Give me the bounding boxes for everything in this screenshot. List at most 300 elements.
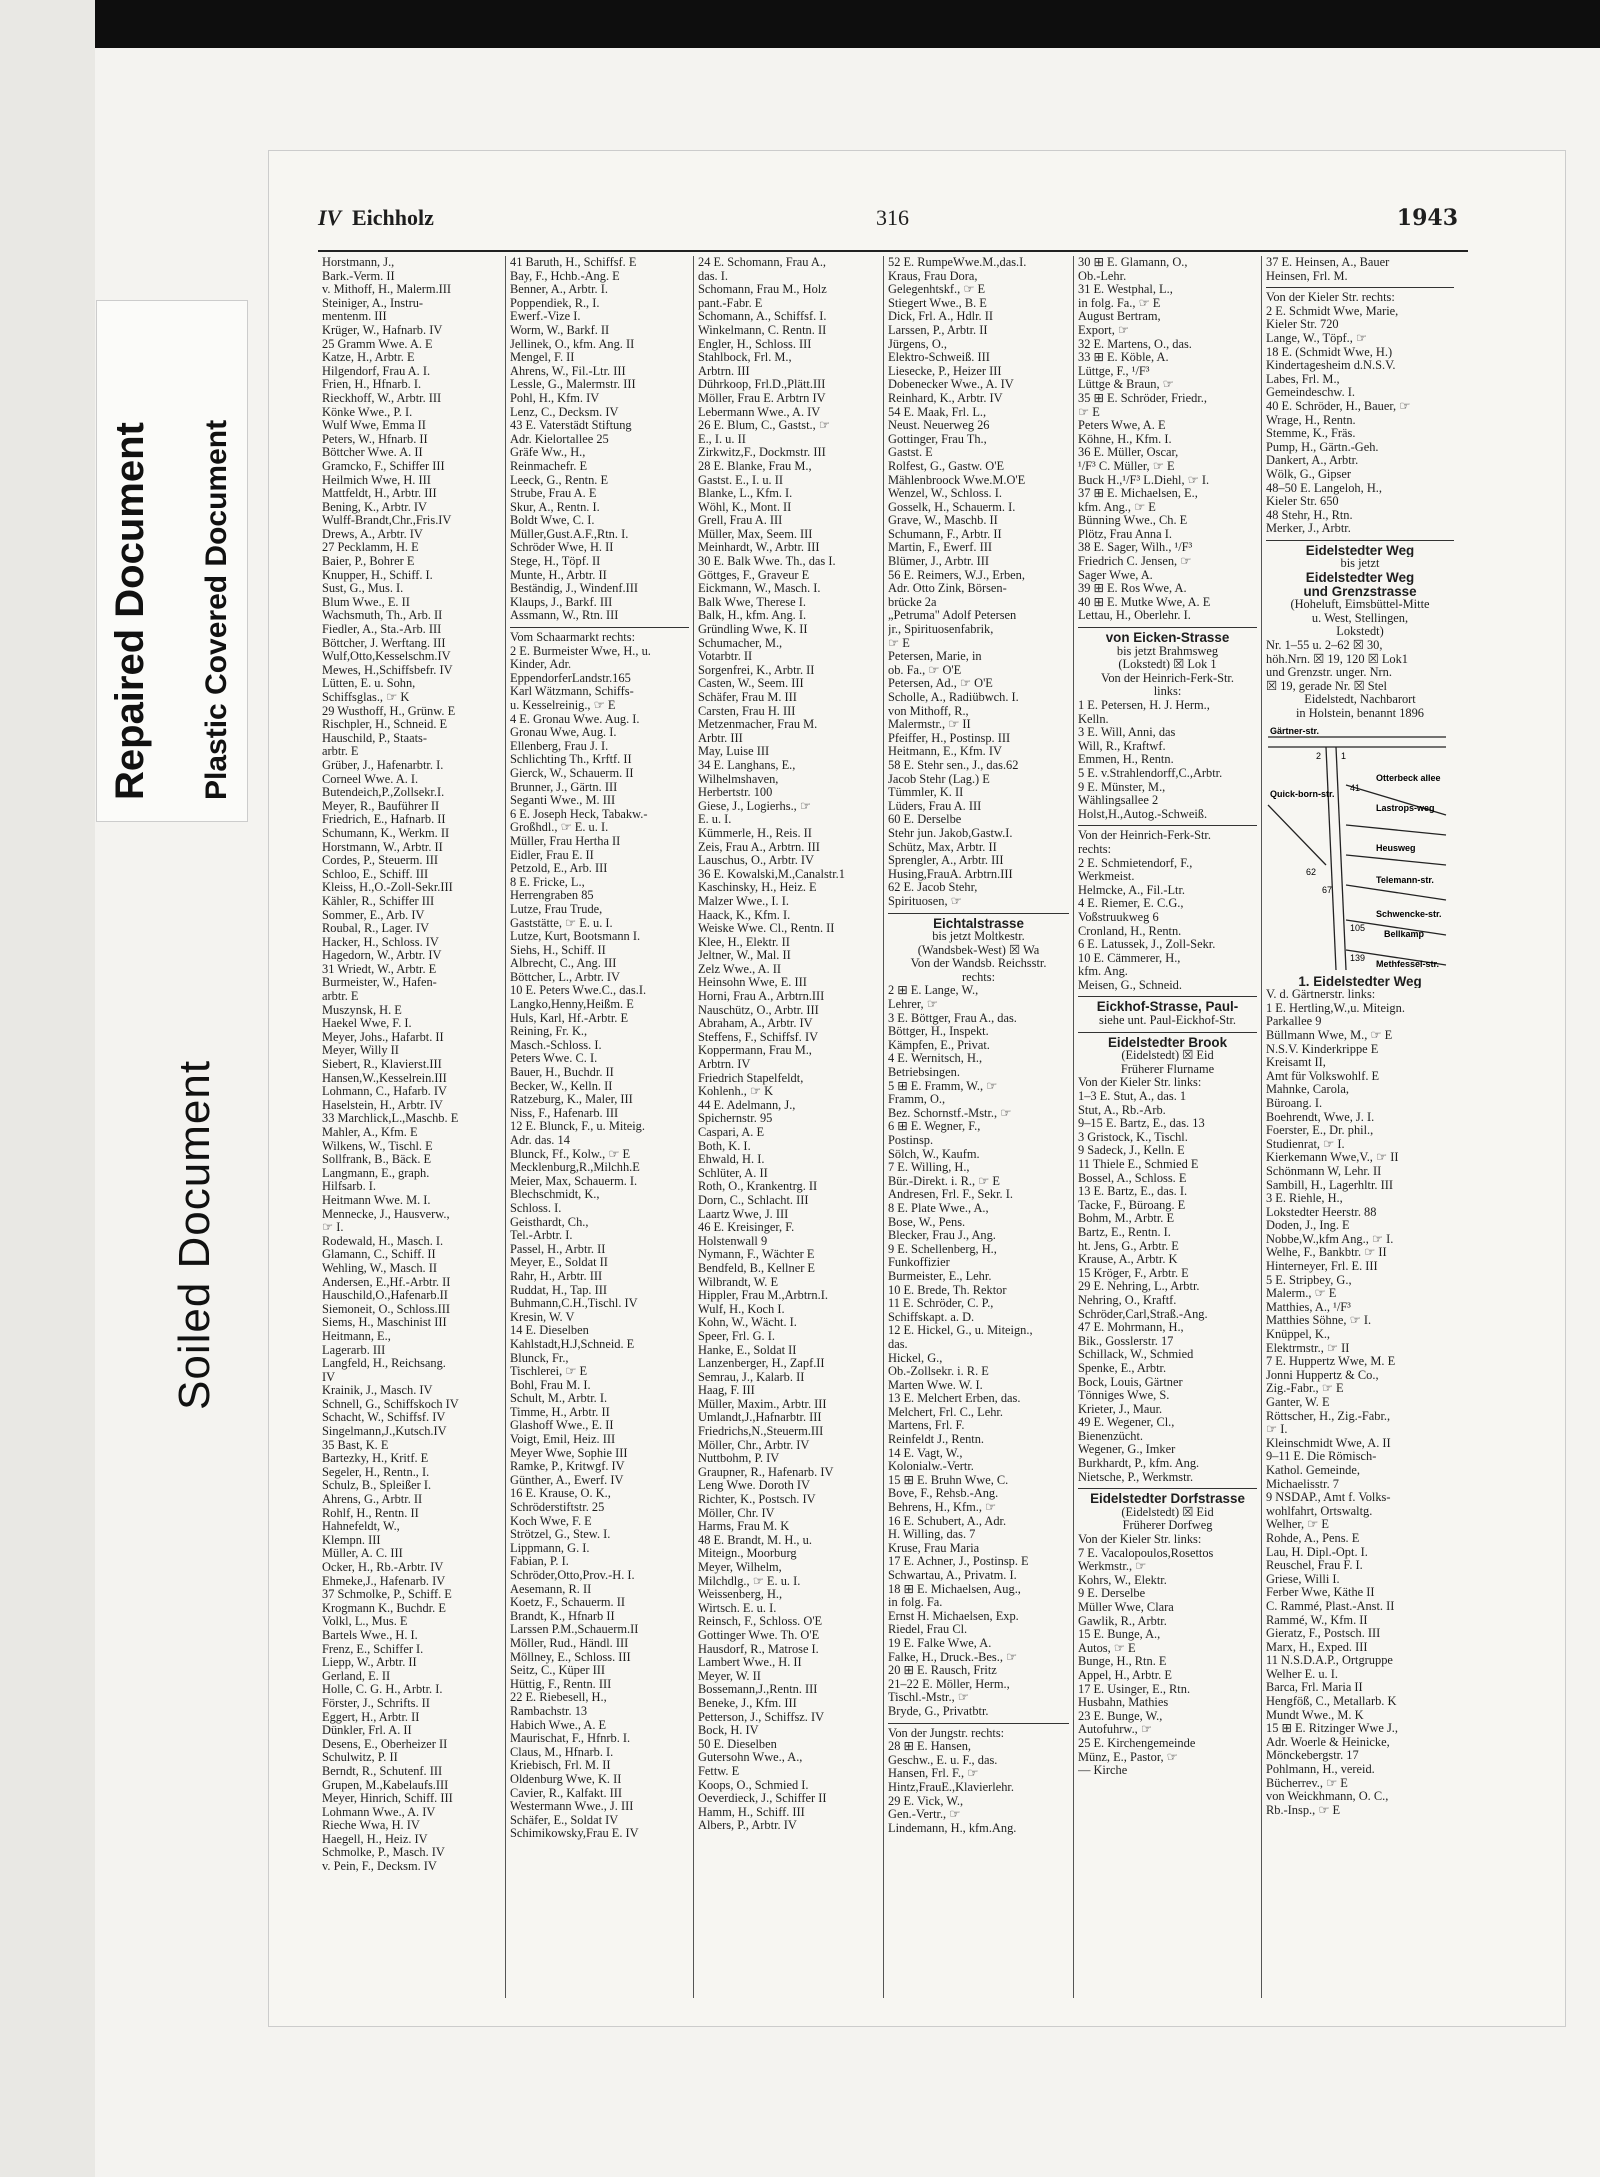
street-heading: Eidelstedter Dorfstrasse [1090,1492,1245,1506]
directory-entry: Strube, Frau A. E [510,487,597,501]
directory-entry: Rolfest, G., Gastw. O'E [888,459,1005,473]
directory-entry: Früherer Flurname [1120,1062,1215,1076]
directory-entry: das. [888,1337,908,1351]
directory-entry: 10 E. Cämmerer, H., [1078,951,1181,965]
directory-entry: 3 Gristock, K., Tischl. [1078,1130,1188,1144]
directory-entry: Malzer Wwe., I. I. [698,894,789,908]
directory-entry: Knüppel, K., [1266,1328,1331,1342]
directory-entry: Haselstein, H., Arbtr. IV [322,1098,443,1112]
street-heading: Eichtalstrasse [933,916,1024,931]
directory-entry: Vom Schaarmarkt rechts: [510,631,636,645]
directory-entry: Koops, O., Schmied I. [698,1778,809,1792]
directory-entry: Friedrich Stapelfeldt, [698,1071,804,1085]
directory-entry: 12 E. Blunck, F., u. Miteig. [510,1120,645,1134]
directory-entry: Klaups, J., Barkf. III [510,595,613,609]
directory-entry: Büllmann Wwe, M., ☞ E [1266,1028,1393,1042]
directory-entry: Blunck, Fr., [510,1351,569,1365]
directory-entry: Scholle, A., Radiübwch. I. [888,691,1019,704]
directory-entry: Export, ☞ [1078,323,1130,337]
directory-entry: Schomann, Frau M., Holz [698,283,827,297]
directory-entry: Will, R., Kraftwf. [1078,739,1166,753]
directory-entry: Kruse, Frau Maria [888,1541,980,1555]
directory-entry: Horstmann, W., Arbtr. II [322,840,443,854]
directory-entry: Siems, H., Maschinist III [322,1316,447,1330]
directory-entry: Gronau Wwe, Aug. I. [510,726,617,740]
directory-entry: Lohmann Wwe., A. IV [322,1805,436,1819]
directory-entry: Ferber Wwe, Käthe II [1266,1586,1375,1600]
directory-entry: Pump, H., Gärtn.-Geh. [1266,440,1379,454]
directory-entry: Schimikowsky,Frau E. IV [510,1827,639,1841]
directory-entry: Ganter, W. E [1266,1396,1330,1409]
directory-entry: Bez. Schornstf.-Mstr., ☞ [888,1106,1012,1120]
directory-entry: Neust. Neuerweg 26 [888,419,990,433]
directory-entry: Segeler, H., Rentn., I. [322,1465,430,1479]
directory-entry: Doden, J., Ing. E [1266,1219,1350,1233]
directory-entry: Metzenmacher, Frau M. [698,718,818,732]
directory-entry: mentenm. III [322,310,387,324]
directory-entry: Lüttge, F., ¹/F³ [1078,364,1150,378]
directory-entry: Bryde, G., Privatbtr. [888,1704,989,1718]
directory-entry: und Grenzstr. unger. Nrn. [1266,666,1392,680]
directory-entry: 37 E. Heinsen, A., Bauer [1266,256,1390,269]
directory-entry: ¹/F³ C. Müller, ☞ E [1078,459,1175,473]
directory-entry: Von der Heinrich-Ferk-Str. [1078,829,1211,843]
directory-entry: C. Rammé, Plast.-Anst. II [1266,1599,1395,1613]
directory-entry: Lanzenberger, H., Zapf.II [698,1357,825,1371]
directory-entry: 54 E. Maak, Frl. L., [888,405,987,419]
directory-entry: Lüttge & Braun, ☞ [1078,378,1174,392]
directory-entry: Melchert, Frl. C., Lehr. [888,1405,1003,1419]
directory-entry: Falke, H., Druck.-Bes., ☞ [888,1650,1018,1664]
directory-entry: 4 E. Wernitsch, H., [888,1052,983,1066]
directory-entry: Both, K. I. [698,1139,751,1153]
directory-entry: Klee, H., Elektr. II [698,935,790,949]
directory-entry: Griese, Willi I. [1266,1572,1340,1586]
directory-entry: Hanke, E., Soldat II [698,1343,797,1357]
directory-entry: Möller, Rud., Händl. III [510,1636,629,1650]
directory-entry: Kelln. [1078,712,1109,726]
directory-entry: Matthies, A., ¹/F³ [1266,1300,1351,1314]
directory-entry: Elektro-Schweiß. III [888,351,990,365]
directory-entry: ☞ I. [322,1221,344,1235]
directory-entry: Burmeister, E., Lehr. [888,1269,992,1283]
directory-entry: Adr. das. 14 [510,1134,570,1147]
directory-entry: Lauschus, O., Arbtr. IV [698,854,814,868]
directory-entry: Langmann, E., graph. [322,1166,430,1180]
directory-entry: H. Willing, das. 7 [888,1528,976,1542]
directory-entry: Wöhl, K., Mont. II [698,500,792,514]
directory-entry: Schlüter, A. II [698,1166,768,1180]
directory-entry: Bohm, M., Arbtr. E [1078,1212,1175,1226]
directory-entry: Baier, P., Bohrer E [322,555,415,569]
directory-entry: Claus, M., Hfnarb. I. [510,1745,614,1759]
directory-entry: Habich Wwe., A. E [510,1718,607,1732]
directory-entry: 46 E. Kreisinger, F. [698,1221,795,1235]
directory-entry: Schloss. I. [510,1201,562,1215]
directory-entry: Wachsmuth, Th., Arb. II [322,609,443,623]
directory-entry: 2 ⊞ E. Lange, W., [888,984,979,998]
directory-entry: Werkmstr., ☞ [1078,1560,1147,1574]
directory-entry: 56 E. Reimers, W.J., Erben, [888,568,1025,582]
directory-entry: 17 E. Usinger, E., Rtn. [1078,1682,1191,1696]
map-street-label: Quick-born-str. [1270,788,1335,799]
directory-entry: Reinsch, F., Schloss. O'E [698,1615,823,1629]
directory-entry: Friedrich C. Jensen, ☞ [1078,555,1192,569]
directory-entry: Heitmann Wwe. M. I. [322,1193,431,1207]
directory-entry: Knupper, H., Schiff. I. [322,568,433,582]
directory-entry: Larssen P.M.,Schauerm.II [510,1623,639,1637]
directory-entry: Haag, F. III [698,1384,755,1398]
directory-entry: Großhdl., ☞ E. u. I. [510,821,609,835]
directory-entry: 47 E. Mohrmann, H., [1078,1321,1184,1335]
directory-entry: Koppermann, Frau M., [698,1044,812,1058]
directory-entry: Sust, G., Mus. I. [322,582,404,596]
directory-entry: Büroang. I. [1266,1096,1323,1110]
directory-entry: Martin, F., Ewerf. III [888,541,992,555]
directory-entry: Rambachstr. 13 [510,1704,588,1718]
directory-entry: siehe unt. Paul-Eickhof-Str. [1099,1014,1236,1028]
directory-entry: Mennecke, J., Hausverw., [322,1207,450,1221]
directory-entry: Ratzeburg, K., Maler, III [510,1093,633,1107]
directory-entry: Ob.-Zollsekr. i. R. E [888,1365,989,1379]
directory-entry: rechts: [1078,842,1112,856]
directory-entry: Koetz, F., Schauerm. II [510,1596,625,1610]
directory-entry: Heilmich Wwe, H. III [322,473,431,487]
directory-entry: Beständig, J., Windenf.III [510,582,638,596]
directory-entry: Adr. Kielortallee 25 [510,432,609,446]
directory-entry: Hinterneyer, Frl. E. III [1266,1260,1378,1274]
directory-entry: Förster, J., Schrifts. II [322,1696,430,1710]
directory-entry: Möller, Frau E. Arbtrn IV [698,391,826,405]
directory-entry: Glamann, C., Schiff. II [322,1248,436,1262]
directory-entry: — Kirche [1078,1764,1128,1778]
directory-entry: Umlandt,J.,Hafnarbtr. III [698,1411,822,1425]
directory-entry: Wilhelmshaven, [698,772,779,786]
directory-entry: Sager Wwe, A. [1078,568,1153,582]
directory-entry: Meyer, Hinrich, Schiff. III [322,1792,453,1806]
street-heading: und Grenzstrasse [1303,584,1417,599]
directory-entry: Amt für Volkswohlf. E [1266,1069,1380,1083]
directory-entry: Westermann Wwe., J. III [510,1800,634,1814]
directory-entry: Lokstedt) [1336,625,1384,639]
directory-entry: Roubal, R., Lager. IV [322,922,430,936]
directory-entry: Gierck, W., Schauerm. II [510,766,634,780]
directory-entry: Haack, K., Kfm. I. [698,908,791,922]
directory-entry: 29 Wusthoff, H., Grünw. E [322,704,456,718]
directory-entry: Ernst H. Michaelsen, Exp. [888,1609,1019,1623]
directory-entry: Gottinger Wwe. Th. O'E [698,1628,820,1642]
directory-entry: Bunge, H., Rtn. E [1078,1655,1167,1669]
directory-entry: 10 E. Brede, Th. Rektor [888,1283,1007,1297]
map-street-line [1336,747,1346,970]
directory-entry: 9–11 E. Die Römisch- [1266,1450,1377,1464]
directory-entry: Cordes, P., Steuerm. III [322,854,438,868]
directory-entry: Blum Wwe., E. II [322,595,410,609]
directory-entry: Haekel Wwe, F. I. [322,1017,412,1031]
directory-entry: 60 E. Derselbe [888,813,962,827]
directory-entry: Malerm., ☞ E [1266,1287,1337,1301]
directory-entry: Kieler Str. 650 [1266,495,1339,509]
directory-entry: Rahr, H., Arbtr. III [510,1269,603,1283]
directory-entry: Brandt, K., Hfnarb II [510,1609,615,1623]
directory-entry: Voigt, Emil, Heiz. III [510,1433,616,1447]
directory-entry: Ocker, H., Rb.-Arbtr. IV [322,1561,444,1574]
directory-entry: 26 E. Blum, C., Gastst., ☞ [698,419,830,433]
directory-entry: Lettau, H., Oberlehr. I. [1078,609,1191,623]
directory-entry: Spenke, E., Arbtr. [1078,1361,1167,1375]
map-street-line [1346,855,1446,865]
directory-entry: von Mithoff, R., [888,704,969,718]
directory-entry: 2 E. Schmietendorf, F., [1078,856,1193,870]
directory-entry: Blümer, J., Arbtr. III [888,555,990,569]
directory-entry: Bay, F., Hchb.-Ang. E [510,269,620,283]
directory-entry: Blechschmidt, K., [510,1188,600,1202]
directory-entry: v. Pein, F., Decksm. IV [322,1860,437,1874]
directory-entry: 6 E. Joseph Heck, Tabakw.- [510,807,648,821]
directory-entry: Bünning Wwe., Ch. E [1078,514,1188,528]
directory-entry: Frenz, E., Schiffer I. [322,1642,424,1656]
directory-entry: Buck H.,¹/F³ L.Diehl, ☞ I. [1078,473,1210,487]
directory-entry: Schwartau, A., Privatm. I. [888,1569,1017,1582]
directory-entry: Jürgens, O., [888,337,947,351]
directory-entry: 3 E. Böttger, Frau A., das. [888,1011,1017,1025]
directory-entry: Göttges, F., Graveur E [698,568,810,582]
directory-entry: Lohmann, C., Hafarb. IV [322,1085,447,1099]
directory-entry: Steffens, F., Schiffsf. IV [698,1030,819,1044]
directory-entry: Bossemann,J.,Rentn. III [698,1683,818,1697]
directory-column-1 [318,256,506,1998]
directory-entry: Balk, H., kfm. Ang. I. [698,609,807,623]
directory-entry: Lutze, Frau Trude, [510,902,603,916]
directory-entry: 17 E. Achner, J., Postinsp. E [888,1555,1029,1569]
directory-entry: Von der Kieler Str. links: [1078,1533,1202,1547]
directory-entry: Rieche Wwa, H. IV [322,1819,420,1833]
directory-entry: Schumann, F., Arbtr. II [888,527,1002,541]
directory-entry: Lau, H. Dipl.-Opt. I. [1266,1545,1368,1559]
directory-entry: 35 Bast, K. E [322,1438,389,1452]
directory-entry: Arbtrn. III [698,364,750,378]
directory-entry: Sollfrank, B., Bäck. E [322,1153,432,1167]
directory-entry: 34 E. Langhans, E., [698,758,796,772]
directory-entry: Welher E. u. I. [1266,1667,1338,1681]
directory-entry: Meyer, R., Bauführer II [322,799,440,813]
directory-entry: Schmolke, P., Masch. IV [322,1846,445,1860]
directory-entry: Gemeindeschw. I. [1266,386,1355,400]
directory-entry: Lokstedter Heerstr. 88 [1266,1205,1377,1219]
directory-entry: 7 E. Willing, H., [888,1161,970,1175]
directory-entry: Ruddat, H., Tap. III [510,1283,607,1297]
street-heading: Eidelstedter Brook [1107,1035,1228,1050]
directory-entry: Spichernstr. 95 [698,1112,773,1126]
directory-entry: Spirituosen, ☞ [888,894,962,908]
directory-entry: N.S.V. Kinderkrippe E [1266,1042,1379,1056]
directory-entry: (Eidelstedt) ☒ Eid [1121,1049,1214,1063]
directory-entry: Gastst. E [888,446,933,460]
running-street-title: Eichholz [352,205,434,230]
directory-entry: Cavier, R., Kalfakt. III [510,1786,623,1800]
street-map-sketch [1266,725,1454,975]
directory-entry: Miteign., Moorburg [698,1547,797,1561]
directory-entry: ☞ E [888,636,910,650]
directory-entry: 5 E. Stripbey, G., [1266,1273,1352,1287]
directory-entry: Kohlenh., ☞ K [698,1085,774,1099]
directory-entry: Malermstr., ☞ II [888,718,971,732]
directory-entry: 11 Thiele E., Schmied E [1078,1158,1199,1171]
directory-entry: Arbtrn. IV [698,1058,751,1072]
directory-entry: Poppendiek, R., I. [510,296,600,310]
directory-entry: Von der Kieler Str. links: [1078,1076,1202,1090]
directory-entry: Tischl.-Mstr., ☞ [888,1691,969,1705]
directory-entry: 48 Stehr, H., Rtn. [1266,508,1353,522]
directory-entry: in folg. Fa. [888,1596,943,1610]
directory-entry: Fiedler, A., Sta.-Arb. III [322,623,442,637]
directory-entry: Harms, Frau M. K [698,1520,790,1534]
directory-entry: Gastst. E., I. u. II [698,473,783,487]
directory-entry: Rb.-Insp., ☞ E [1266,1803,1341,1817]
directory-entry: Voßstruukweg 6 [1078,910,1159,924]
street-heading: Eidelstedter Weg [1305,543,1415,558]
directory-entry: Studienrat, ☞ I. [1266,1137,1345,1151]
directory-entry: V. d. Gärtnerstr. links: [1266,988,1376,1002]
map-street-line [1268,805,1326,865]
directory-entry: Werkmeist. [1078,870,1135,884]
directory-entry: Petzold, E., Arb. III [510,862,608,876]
directory-entry: Krüger, W., Hafnarb. IV [322,323,443,337]
street-heading: 1. Eidelstedter Weg [1298,974,1422,989]
directory-entry: Matthies Söhne, ☞ I. [1266,1314,1372,1328]
directory-entry: Nauschütz, O., Arbtr. III [698,1003,819,1017]
directory-entry: Wulff-Brandt,Chr.,Fris.IV [322,514,452,528]
directory-entry: Meyer, Johs., Hafarbt. II [322,1030,444,1044]
directory-entry: arbtr. E [322,745,359,759]
directory-column-6 [1262,256,1458,1998]
directory-entry: Berndt, R., Schutenf. III [322,1764,443,1778]
directory-entry: 2 E. Burmeister Wwe, H., u. [510,644,651,658]
directory-entry: Bock, H. IV [698,1724,759,1738]
directory-entry: Heitmann, E., [322,1329,391,1343]
directory-entry: Corneel Wwe. A. I. [322,772,419,786]
directory-entry: das. I. [698,269,728,283]
page-number: 316 [876,205,909,230]
directory-entry: 15 ⊞ E. Bruhn Wwe, C. [888,1473,1009,1487]
directory-entry: links: [1153,685,1182,699]
directory-entry: Meinhardt, W., Arbtr. III [698,541,820,555]
directory-entry: Kohn, W., Wächt. I. [698,1316,797,1330]
directory-entry: Weiske Wwe. Cl., Rentn. II [698,922,835,936]
directory-entry: Holstenwall 9 [698,1234,768,1248]
directory-entry: Böttcher, L., Arbtr. IV [510,970,620,984]
directory-entry: Caspari, A. E [698,1126,765,1139]
directory-entry: Pohlmann, H., vereid. [1266,1763,1375,1777]
directory-entry: Leng Wwe. Doroth IV [698,1479,810,1493]
directory-entry: 27 Pecklamm, H. E [322,541,419,555]
directory-entry: Liesecke, P., Heizer III [888,364,1002,378]
directory-entry: Könke Wwe., P. I. [322,405,413,419]
directory-entry: 36 E. Kowalski,M.,Canalstr.1 [698,867,845,881]
directory-entry: Niss, F., Hafenarb. III [510,1106,619,1120]
directory-entry: Wulf, H., Koch I. [698,1302,785,1316]
directory-entry: Böttcher Wwe. A. II [322,446,423,460]
directory-entry: 12 E. Hickel, G., u. Miteign., [888,1324,1033,1338]
directory-entry: Gawlik, R., Arbtr. [1078,1614,1167,1628]
directory-entry: Kresin, W. V [510,1310,575,1324]
directory-entry: Hausdorf, R., Matrose I. [698,1642,819,1656]
directory-entry: Hamm, H., Schiff. III [698,1805,805,1819]
directory-entry: Hilgendorf, Frau A. I. [322,364,431,378]
directory-entry: Dobenecker Wwe., A. IV [888,378,1014,392]
directory-entry: Marx, H., Exped. III [1266,1640,1368,1654]
directory-entry: Reining, Fr. K., [510,1025,588,1039]
directory-entry: Schiffsglas., ☞ K [322,691,410,704]
directory-entry: Kieler Str. 720 [1266,318,1339,332]
directory-entry: ☞ I. [1266,1423,1288,1437]
directory-entry: Gräfe Ww., H., [510,446,586,460]
directory-entry: Jonni Huppertz & Co., [1266,1368,1379,1382]
directory-entry: Bauer, H., Buchdr. II [510,1066,614,1080]
directory-entry: höh.Nrn. ☒ 19, 120 ☒ Lok1 [1266,652,1408,666]
directory-entry: Timme, H., Arbtr. II [510,1405,610,1419]
directory-entry: Peters Wwe, A. E [1078,419,1166,433]
directory-entry: Kolonialw.-Vertr. [888,1460,974,1474]
directory-entry: Merker, J., Arbtr. [1266,522,1351,536]
directory-entry: Schult, M., Arbtr. I. [510,1392,608,1406]
directory-entry: 18 ⊞ E. Michaelsen, Aug., [888,1582,1021,1596]
directory-entry: Albrecht, C., Ang. III [510,957,617,971]
directory-entry: Andersen, E.,Hf.-Arbtr. II [322,1275,451,1289]
directory-entry: u. Kesselreinig., ☞ E [510,699,616,712]
directory-entry: Bartz, E., Rentn. I. [1078,1225,1171,1239]
directory-entry: Balk Wwe, Therese I. [698,595,806,609]
directory-entry: Kindertagesheim d.N.S.V. [1266,359,1396,373]
directory-entry: Peters Wwe. C. I. [510,1052,598,1066]
directory-entry: Parkallee 9 [1266,1015,1322,1029]
directory-entry: 3 E. Riehle, H., [1266,1192,1343,1206]
directory-entry: Geisthardt, Ch., [510,1215,589,1229]
directory-entry: 16 E. Schubert, A., Adr. [888,1514,1007,1528]
directory-entry: Katze, H., Arbtr. E [322,351,415,365]
directory-entry: Kähler, R., Schiffer III [322,894,435,908]
directory-entry: Lenz, C., Decksm. IV [510,405,619,419]
directory-entry: Milchdlg., ☞ E. u. I. [698,1574,801,1588]
directory-entry: May, Luise III [698,745,770,759]
directory-entry: 33 ⊞ E. Köble, A. [1078,351,1169,365]
directory-entry: Tönniges Wwe, S. [1078,1389,1170,1403]
map-house-number: 67 [1322,884,1333,895]
directory-entry: Herrengraben 85 [510,889,594,903]
directory-entry: Bücherrev., ☞ E [1266,1776,1348,1790]
directory-entry: 28 E. Blanke, Frau M., [698,459,812,473]
directory-entry: Hauschild,O.,Hafenarb.II [322,1289,448,1303]
directory-entry: Gründling Wwe, K. II [698,623,808,637]
directory-entry: Bendfeld, B., Kellner E [698,1261,815,1275]
street-heading: Eidelstedter Weg [1305,571,1415,585]
directory-entry: 6 E. Latussek, J., Zoll-Sekr. [1078,938,1216,952]
map-house-number: 105 [1350,922,1366,933]
directory-entry: Bik., Gosslerstr. 17 [1078,1334,1174,1348]
directory-entry: Speer, Frl. G. I. [698,1329,775,1343]
directory-entry: Kreisamt II, [1266,1056,1326,1070]
directory-entry: Jeltner, W., Mal. II [698,949,791,963]
directory-entry: 9 NSDAP., Amt f. Volks- [1266,1491,1391,1505]
directory-entry: Grupen, M.,Kabelaufs.III [322,1778,449,1792]
directory-entry: Lebermann Wwe., A. IV [698,405,821,419]
street-heading: Eickhof-Strasse, Paul- [1096,1000,1239,1015]
directory-entry: 14 E. Dieselben [510,1324,589,1338]
directory-entry: Wrage, H., Rentn. [1266,413,1356,427]
directory-entry: Reinhard, K., Arbtr. IV [888,391,1003,405]
directory-entry: Ehmeke,J., Hafenarb. IV [322,1574,446,1588]
directory-entry: Stut, A., Rb.-Arb. [1078,1103,1166,1117]
